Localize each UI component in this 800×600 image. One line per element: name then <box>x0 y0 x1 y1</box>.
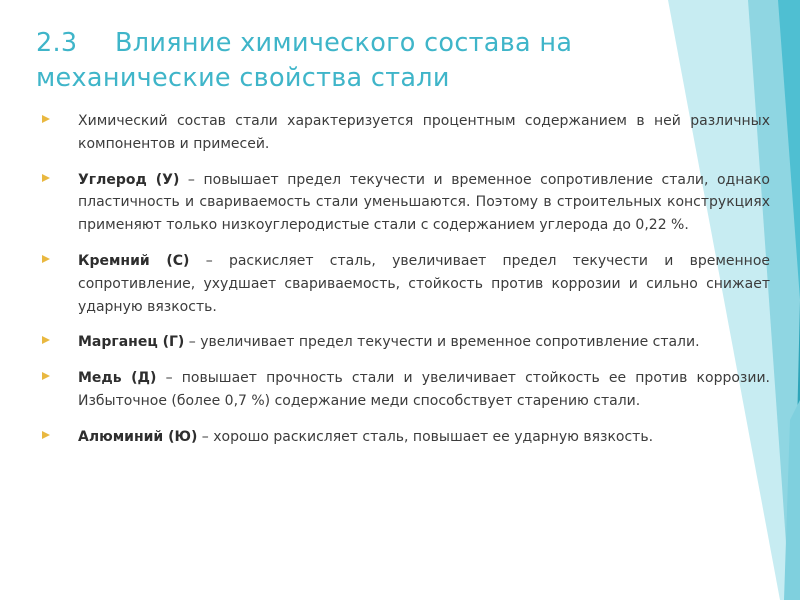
bullet-text: – повышает предел текучести и временное сопротивление стали, однако пластичность и свариваемость стали уменьшаются. Поэтому в строительных конструкциях применяют только низкоуглеродистые стали с содержанием углерода до 0,22 %. <box>78 171 770 234</box>
bullet-item <box>42 169 770 237</box>
slide-title <box>36 26 636 96</box>
triangle-right-icon <box>42 174 50 182</box>
bullet-item <box>42 331 770 354</box>
bullet-term: Алюминий (Ю) <box>78 428 198 445</box>
triangle-right-icon <box>42 255 50 263</box>
bullet-term: Кремний (С) <box>78 252 190 269</box>
title-text: Влияние химического состава на механические свойства стали <box>36 28 573 93</box>
triangle-right-icon <box>42 431 50 439</box>
bullet-item <box>42 110 770 156</box>
bullet-text: – увеличивает предел текучести и временное сопротивление стали. <box>184 334 700 351</box>
bullet-text: – хорошо раскисляет сталь, повышает ее ударную вязкость. <box>197 428 654 445</box>
bullet-text: – раскисляет сталь, увеличивает предел текучести и временное сопротивление, ухудшает свариваемость, стойкость против коррозии и сильно снижает ударную вязкость. <box>78 252 771 315</box>
bullet-item <box>42 426 770 449</box>
bullet-term: Марганец (Г) <box>78 334 185 351</box>
bullet-item <box>42 250 770 318</box>
bullet-text: – повышает прочность стали и увеличивает стойкость ее против коррозии. Избыточное (более 0,7 %) содержание меди способствует старению стали. <box>78 370 770 409</box>
bullet-term: Медь (Д) <box>78 370 157 387</box>
bullet-item <box>42 367 770 413</box>
bullet-list <box>42 110 770 462</box>
bullet-term: Углерод (У) <box>78 171 180 188</box>
triangle-right-icon <box>42 115 50 123</box>
triangle-right-icon <box>42 336 50 344</box>
bullet-text: Химический состав стали характеризуется процентным содержанием в ней различных компонентов и примесей. <box>78 113 770 152</box>
section-number: 2.3 <box>36 28 78 58</box>
triangle-right-icon <box>42 372 50 380</box>
